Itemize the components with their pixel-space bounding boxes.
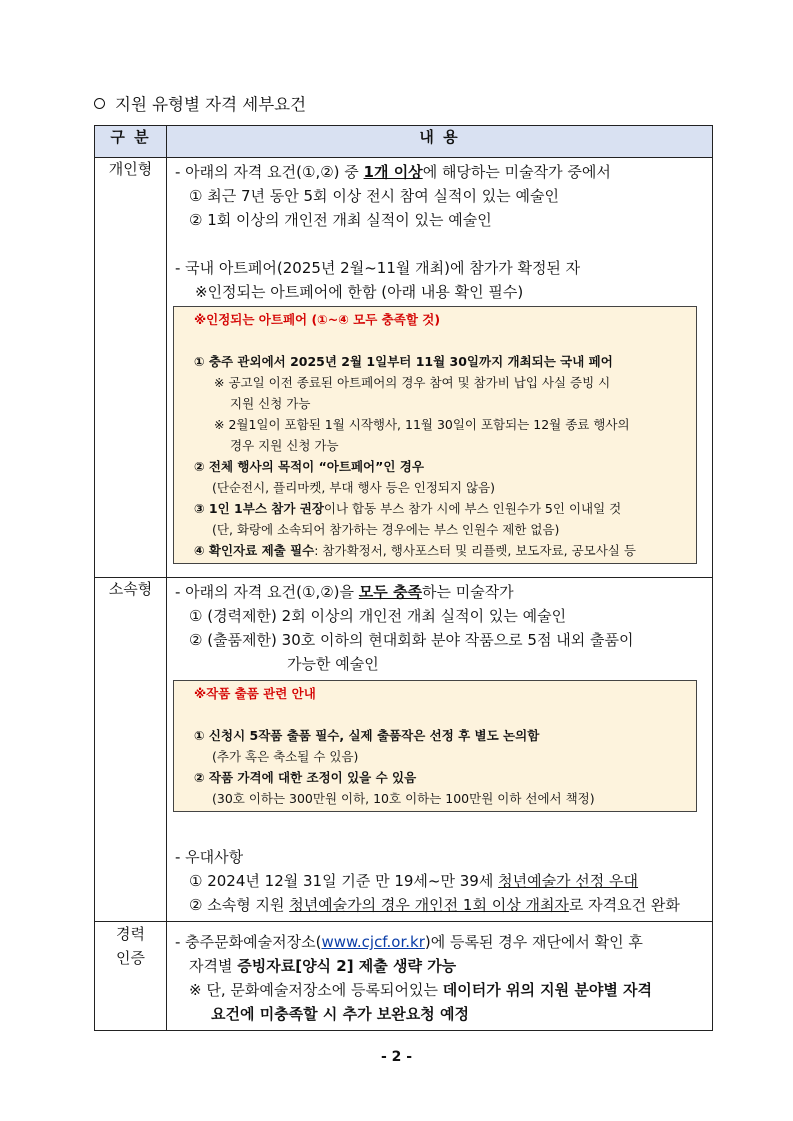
artwork-rule-2: ② 작품 가격에 대한 조정이 있을 수 있음: [194, 770, 417, 785]
preference-1: ① 2024년 12월 31일 기준 만 19세~만 39세 청년예술가 선정 우대: [189, 872, 639, 890]
category-individual: 개인형: [95, 158, 167, 578]
artwork-rule-1-note: (추가 혹은 축소될 수 있음): [212, 749, 359, 764]
affiliated-line-1: - 아래의 자격 요건(①,②)을 모두 충족하는 미술작가: [175, 583, 514, 601]
table-header-row: [95, 126, 713, 158]
category-career: 경력 인증: [95, 922, 167, 1031]
career-line-2: 자격별 증빙자료[양식 2] 제출 생략 가능: [189, 957, 457, 975]
artfair-rule-3: ③ 1인 1부스 참가 권장이나 합동 부스 참가 시에 부스 인원수가 5인 이내일 것: [194, 501, 622, 516]
preference-title: - 우대사항: [175, 848, 244, 866]
category-affiliated: 소속형: [95, 578, 167, 922]
row-individual: [95, 158, 713, 578]
artfair-rule-2: ② 전체 행사의 목적이 “아트페어”인 경우: [194, 459, 424, 474]
affiliated-req-1: ① (경력제한) 2회 이상의 개인전 개최 실적이 있는 예술인: [189, 607, 567, 625]
header-category: 구 분: [95, 126, 167, 158]
artwork-box-title: ※작품 출품 관련 안내: [194, 686, 316, 701]
row-affiliated: [95, 578, 713, 922]
affiliated-content: [167, 578, 713, 922]
row-career: [95, 922, 713, 1031]
career-line-3: ※ 단, 문화예술저장소에 등록되어있는 데이터가 위의 지원 분야별 자격: [189, 981, 653, 999]
career-content: [167, 922, 713, 1031]
artfair-note-2: ※ 2월1일이 포함된 1월 시작행사, 11월 30일이 포함되는 12월 종료 행사의: [214, 417, 630, 432]
artwork-notice-box: [173, 680, 697, 812]
individual-req-2: ② 1회 이상의 개인전 개최 실적이 있는 예술인: [189, 211, 492, 229]
archive-link[interactable]: www.cjcf.or.kr: [321, 933, 425, 951]
section-title-text: 지원 유형별 자격 세부요건: [115, 95, 307, 114]
header-content: 내 용: [167, 126, 713, 158]
page-number: - 2 -: [380, 1049, 413, 1065]
artfair-rule-2-note: (단순전시, 플리마켓, 부대 행사 등은 인정되지 않음): [212, 480, 496, 495]
artfair-note-1: ※ 공고일 이전 종료된 아트페어의 경우 참여 및 참가비 납입 사실 증빙 시: [214, 375, 611, 390]
artfair-box-title: ※인정되는 아트페어 (①~④ 모두 충족할 것): [194, 312, 441, 327]
affiliated-req-2b: 가능한 예술인: [287, 655, 379, 673]
section-title: [94, 91, 306, 115]
artwork-rule-1: ① 신청시 5작품 출품 필수, 실제 출품작은 선정 후 별도 논의함: [194, 728, 540, 743]
individual-line-4: - 국내 아트페어(2025년 2월~11월 개최)에 참가가 확정된 자: [175, 259, 581, 277]
individual-line-1: - 아래의 자격 요건(①,②) 중 1개 이상에 해당하는 미술작가 중에서: [175, 163, 611, 181]
career-line-1: - 충주문화예술저장소(www.cjcf.or.kr)에 등록된 경우 재단에서 확인 후: [175, 933, 643, 951]
artfair-rule-3-note: (단, 화랑에 소속되어 참가하는 경우에는 부스 인원수 제한 없음): [212, 522, 560, 537]
career-line-4: 요건에 미충족할 시 추가 보완요청 예정: [211, 1005, 469, 1023]
individual-content: [167, 158, 713, 578]
artwork-rule-2-note: (30호 이하는 300만원 이하, 10호 이하는 100만원 이하 선에서 책정): [212, 791, 595, 806]
artfair-note-2b: 경우 지원 신청 가능: [230, 438, 339, 453]
individual-line-5: ※인정되는 아트페어에 한함 (아래 내용 확인 필수): [195, 283, 524, 301]
requirements-table: [94, 125, 713, 1031]
artfair-notice-box: [173, 306, 697, 564]
individual-req-1: ① 최근 7년 동안 5회 이상 전시 참여 실적이 있는 예술인: [189, 187, 560, 205]
circle-bullet-icon: [94, 98, 105, 109]
artfair-rule-4: ④ 확인자료 제출 필수: 참가확정서, 행사포스터 및 리플렛, 보도자료, 공모사실 등: [194, 543, 636, 558]
artfair-rule-1: ① 충주 관외에서 2025년 2월 1일부터 11월 30일까지 개최되는 국내 페어: [194, 354, 613, 369]
affiliated-req-2: ② (출품제한) 30호 이하의 현대회화 분야 작품으로 5점 내외 출품이: [189, 631, 634, 649]
preference-2: ② 소속형 지원 청년예술가의 경우 개인전 1회 이상 개최자로 자격요건 완화: [189, 896, 680, 914]
artfair-note-1b: 지원 신청 가능: [230, 396, 311, 411]
